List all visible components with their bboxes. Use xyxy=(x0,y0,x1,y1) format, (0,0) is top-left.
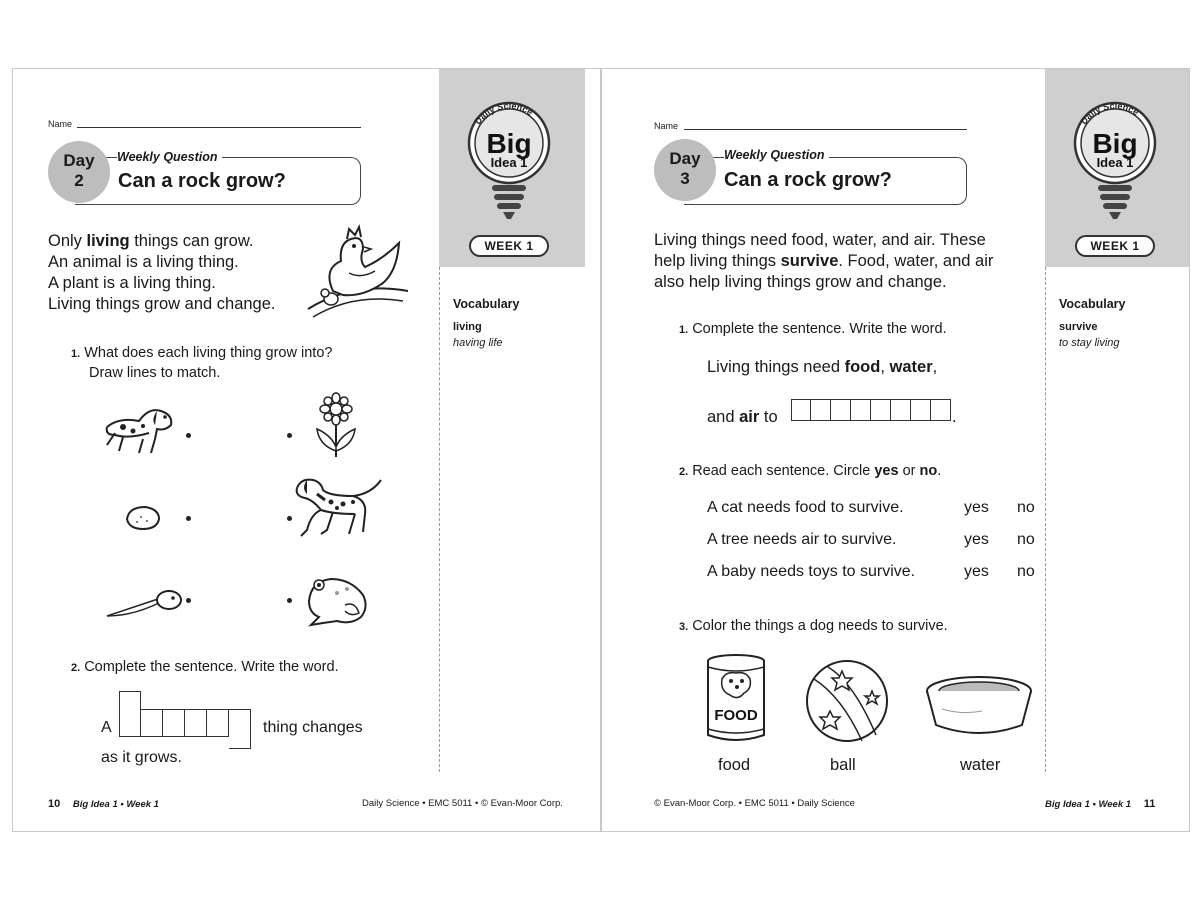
day-badge xyxy=(654,139,716,201)
left-sidebar xyxy=(439,69,585,832)
right-page xyxy=(601,68,1190,832)
day-number: 2 xyxy=(74,171,84,190)
can-label: FOOD xyxy=(714,707,758,724)
letter-box[interactable] xyxy=(185,709,207,737)
no-option[interactable]: no xyxy=(1017,563,1035,580)
q2-line2: as it grows. xyxy=(101,749,182,766)
workbook-spread xyxy=(12,68,1190,832)
dog-illustration xyxy=(293,474,385,546)
match-dot[interactable] xyxy=(186,598,191,603)
vocabulary-term: survive xyxy=(1059,321,1098,333)
hen-illustration xyxy=(303,221,413,323)
match-dot[interactable] xyxy=(287,598,292,603)
caption-ball: ball xyxy=(830,756,856,774)
big-idea-bulb-badge xyxy=(1065,87,1165,237)
tadpole-illustration xyxy=(103,586,187,622)
intro-line: A plant is a living thing. xyxy=(48,274,216,292)
intro-line: help living things survive. Food, water, and air xyxy=(654,252,994,270)
match-dot[interactable] xyxy=(287,516,292,521)
intro-line: Living things need food, water, and air. These xyxy=(654,231,986,249)
letter-box[interactable] xyxy=(791,399,811,421)
dashed-divider xyxy=(439,267,440,772)
frog-illustration xyxy=(301,571,371,629)
question-2: 2. Complete the sentence. Write the word. xyxy=(71,659,339,675)
sentence-1: Living things need food, water, xyxy=(707,358,938,376)
yes-option[interactable]: yes xyxy=(964,499,989,516)
q2-before: A xyxy=(101,719,112,736)
badge-idea-text: Idea 1 xyxy=(490,155,528,170)
day-number: 3 xyxy=(680,169,690,188)
question-3: 3. Color the things a dog needs to survive. xyxy=(679,618,948,634)
intro-line: Living things grow and change. xyxy=(48,295,276,313)
vocabulary-heading: Vocabulary xyxy=(1059,297,1126,311)
ball-illustration[interactable] xyxy=(802,657,892,745)
word-shape-boxes[interactable] xyxy=(119,691,257,749)
intro-text xyxy=(48,231,276,315)
big-idea-bulb-badge xyxy=(459,87,559,237)
caption-water: water xyxy=(960,756,1001,774)
weekly-question-label: Weekly Question xyxy=(117,150,222,164)
letter-box[interactable] xyxy=(851,399,871,421)
badge-top-text: Daily Science xyxy=(472,100,535,127)
letter-box[interactable] xyxy=(141,709,163,737)
yes-no-sentence: A baby needs toys to survive. xyxy=(707,563,916,580)
letter-box[interactable] xyxy=(891,399,911,421)
letter-box[interactable] xyxy=(119,691,141,737)
footer-credit: © Evan-Moor Corp. • EMC 5011 • Daily Science xyxy=(654,798,855,809)
match-dot[interactable] xyxy=(186,516,191,521)
letter-box[interactable] xyxy=(871,399,891,421)
intro-text xyxy=(654,230,993,293)
question-2: 2. Read each sentence. Circle yes or no. xyxy=(679,463,942,479)
puppy-illustration xyxy=(99,399,177,459)
letter-box[interactable] xyxy=(911,399,931,421)
day-word: Day xyxy=(669,149,701,168)
dog-food-can-illustration[interactable] xyxy=(704,653,768,745)
footer-title: Big Idea 1 • Week 1 xyxy=(72,799,159,810)
right-sidebar xyxy=(1045,69,1190,832)
water-bowl-illustration[interactable] xyxy=(922,673,1036,739)
name-label: Name xyxy=(48,119,73,129)
letter-box[interactable] xyxy=(163,709,185,737)
week-badge: WEEK 1 xyxy=(469,235,549,257)
seed-illustration xyxy=(123,503,163,533)
sentence-2-period: . xyxy=(952,408,957,426)
vocabulary-definition: to stay living xyxy=(1059,337,1120,349)
yes-no-sentence: A cat needs food to survive. xyxy=(707,499,904,516)
week-badge: WEEK 1 xyxy=(1075,235,1155,257)
badge-big-text: Big xyxy=(486,128,532,159)
vocabulary-term: living xyxy=(453,321,482,333)
letter-box[interactable] xyxy=(207,709,229,737)
vocabulary-definition: having life xyxy=(453,337,503,349)
match-dot[interactable] xyxy=(186,433,191,438)
letter-box[interactable] xyxy=(931,399,951,421)
day-badge xyxy=(48,141,110,203)
intro-line: Only living things can grow. xyxy=(48,232,254,250)
yes-no-sentence: A tree needs air to survive. xyxy=(707,531,897,548)
page-number: 11 xyxy=(1143,798,1156,810)
yes-option[interactable]: yes xyxy=(964,531,989,548)
no-option[interactable]: no xyxy=(1017,499,1035,516)
day-word: Day xyxy=(63,151,95,170)
vocabulary-heading: Vocabulary xyxy=(453,297,520,311)
left-page xyxy=(12,68,601,832)
flower-illustration xyxy=(309,391,363,459)
dashed-divider xyxy=(1045,267,1046,772)
intro-line: also help living things grow and change. xyxy=(654,273,947,291)
footer-credit: Daily Science • EMC 5011 • © Evan-Moor Corp. xyxy=(362,798,563,809)
letter-box[interactable] xyxy=(229,709,251,749)
page-title: Can a rock grow? xyxy=(724,169,892,191)
caption-food: food xyxy=(718,756,751,774)
letter-box[interactable] xyxy=(811,399,831,421)
match-dot[interactable] xyxy=(287,433,292,438)
badge-top-text: Daily Science xyxy=(1078,100,1141,127)
sentence-2: and air to xyxy=(707,408,778,426)
page-number: 10 xyxy=(48,798,61,810)
yes-option[interactable]: yes xyxy=(964,563,989,580)
answer-letter-boxes[interactable] xyxy=(791,399,951,421)
right-footer xyxy=(1045,798,1155,810)
left-footer xyxy=(48,798,159,810)
q2-after: thing changes xyxy=(263,719,363,736)
intro-line: An animal is a living thing. xyxy=(48,253,239,271)
letter-box[interactable] xyxy=(831,399,851,421)
weekly-question-label: Weekly Question xyxy=(724,148,829,162)
name-label: Name xyxy=(654,121,679,131)
badge-idea-text: Idea 1 xyxy=(1096,155,1134,170)
question-1: 1. Complete the sentence. Write the word. xyxy=(679,321,947,337)
badge-big-text: Big xyxy=(1092,128,1138,159)
page-title: Can a rock grow? xyxy=(118,170,286,192)
footer-title: Big Idea 1 • Week 1 xyxy=(1045,799,1132,810)
question-1: 1. What does each living thing grow into? Draw lines to match. xyxy=(71,345,333,381)
name-line[interactable] xyxy=(77,127,361,128)
no-option[interactable]: no xyxy=(1017,531,1035,548)
name-line[interactable] xyxy=(684,129,967,130)
